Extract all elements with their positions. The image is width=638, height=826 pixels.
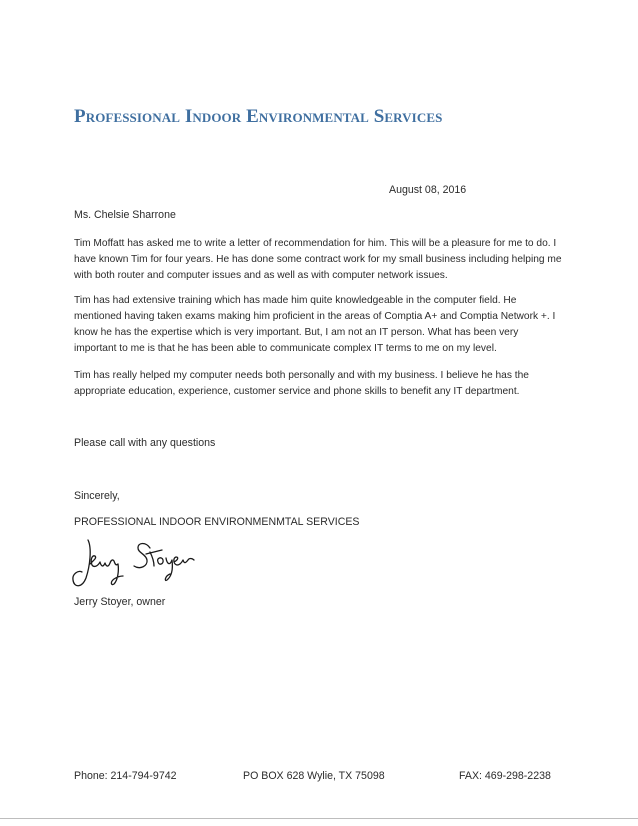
body-paragraph-1: Tim Moffatt has asked me to write a letter of recommendation for him. This will be a pleasure for me to do. I have known Tim for four years. He has done some contract work for my small business including helping me with both router and computer issues and as well as with computer network issues. (74, 238, 562, 281)
footer-fax: FAX: 469-298-2238 (459, 770, 551, 782)
body-paragraph-3: Tim has really helped my computer needs both personally and with my business. I believe he has the appropriate education, experience, customer service and phone skills to benefit any IT department. (74, 370, 529, 397)
closing-request: Please call with any questions (74, 437, 216, 449)
handwritten-signature (66, 530, 206, 594)
signer-name-title: Jerry Stoyer, owner (74, 596, 166, 608)
letterhead-title: Professional Indoor Environmental Services (74, 106, 443, 127)
body-paragraph-2: Tim has had extensive training which has made him quite knowledgeable in the computer field. He mentioned having taken exams making him proficient in the areas of Comptia A+ and Comptia Network +. I know he has the expertise which is very important. But, I am not an IT person. What has been very important to me is that he has been able to communicate complex IT terms to me on my level. (74, 295, 556, 354)
letter-date: August 08, 2016 (389, 184, 467, 196)
signature-company: PROFESSIONAL INDOOR ENVIRONMENMTAL SERVICES (74, 516, 360, 528)
footer-divider (0, 818, 638, 819)
footer-address: PO BOX 628 Wylie, TX 75098 (243, 770, 385, 782)
recipient-name: Ms. Chelsie Sharrone (74, 209, 176, 221)
closing-salutation: Sincerely, (74, 490, 120, 502)
footer-phone: Phone: 214-794-9742 (74, 770, 177, 782)
